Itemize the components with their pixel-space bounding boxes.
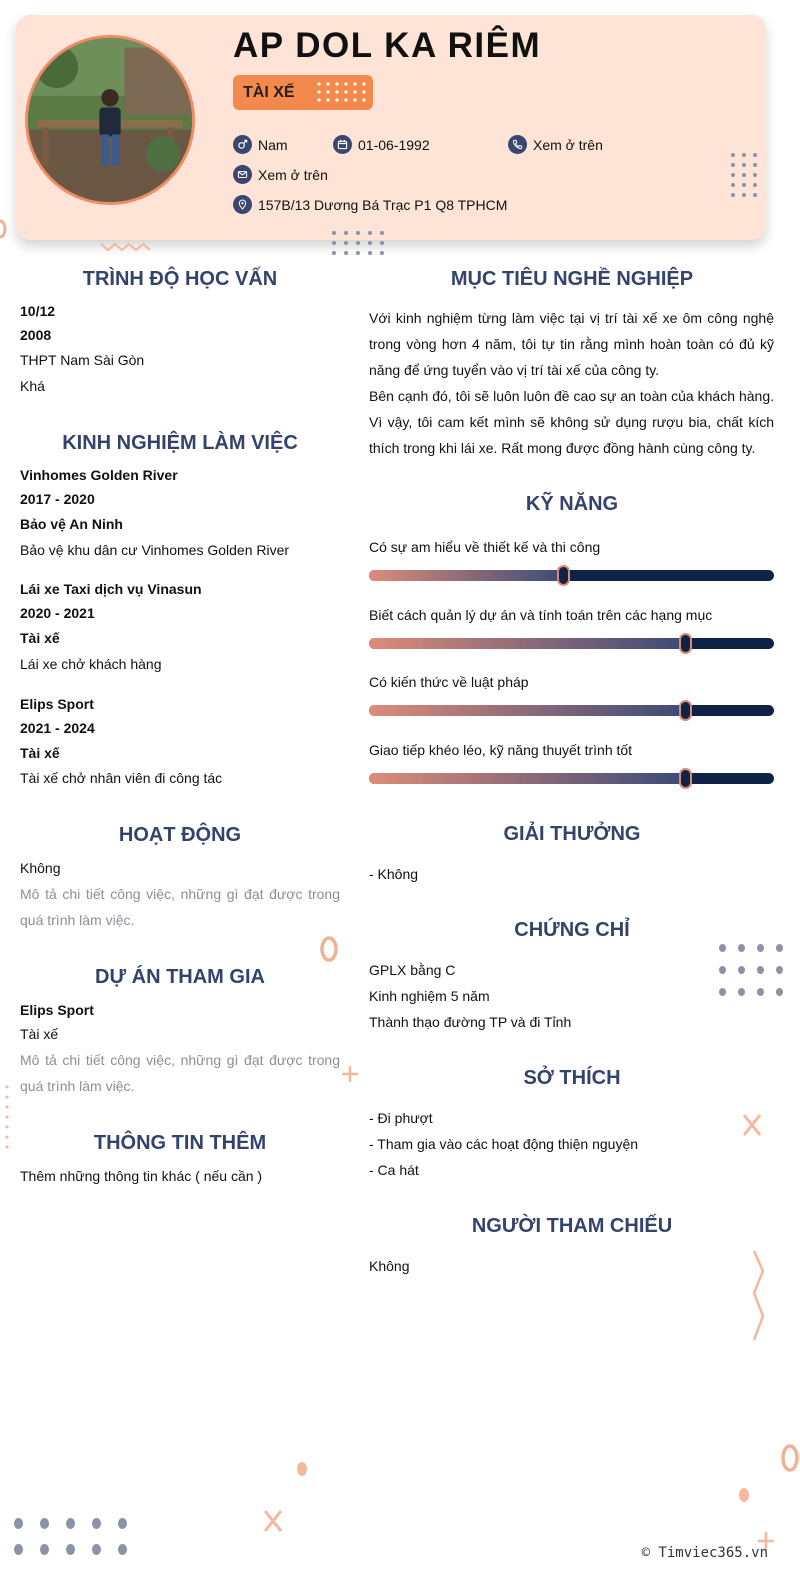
experience-position: Tài xế — [20, 745, 60, 761]
project-role: Tài xế — [20, 1026, 59, 1042]
experience-description: Bảo vệ khu dân cư Vinhomes Golden River — [20, 542, 290, 558]
header-dots-decoration — [731, 153, 758, 197]
experience-period: 2021 - 2024 — [20, 720, 95, 736]
experience-title: KINH NGHIỆM LÀM VIỆC — [62, 432, 298, 454]
skill-bar-handle — [679, 700, 692, 721]
watermark: © Timviec365.vn — [641, 1545, 768, 1561]
skill-bar-handle — [679, 633, 692, 654]
activities-value: Không — [20, 860, 61, 876]
center-dots-decoration — [332, 231, 385, 255]
additional-info-value: Thêm những thông tin khác ( nếu cần ) — [20, 1168, 263, 1184]
skill-bar — [369, 570, 774, 581]
birthday-value: 01-06-1992 — [358, 136, 430, 153]
hobbies-title: SỞ THÍCH — [523, 1067, 621, 1089]
experience-description: Lái xe chở khách hàng — [20, 656, 162, 672]
ring-decoration — [0, 218, 12, 240]
small-dots-decoration — [3, 1083, 11, 1163]
oval-decoration — [737, 1486, 751, 1504]
project-description: Mô tả chi tiết công việc, những gì đạt được trong quá trình làm việc. — [20, 1052, 340, 1094]
skill-bar-fill — [369, 773, 685, 784]
badge-dots-decoration — [315, 80, 367, 104]
job-title-badge — [233, 75, 373, 110]
cross-decoration — [741, 1112, 763, 1138]
skill-bar — [369, 773, 774, 784]
address-info — [233, 195, 507, 214]
education-year: 2008 — [20, 327, 52, 343]
gender-icon — [233, 135, 252, 154]
skill-bar-fill — [369, 570, 563, 581]
skill-bar — [369, 705, 774, 716]
education-school: THPT Nam Sài Gòn — [20, 352, 145, 368]
references-value: Không — [369, 1258, 410, 1274]
email-icon — [233, 165, 252, 184]
education-grade: 10/12 — [20, 303, 56, 319]
candidate-name: AP DOL KA RIÊM — [233, 26, 542, 65]
activities-title: HOẠT ĐỘNG — [118, 824, 242, 846]
experience-position: Tài xế — [20, 630, 60, 646]
experience-description: Tài xế chở nhân viên đi công tác — [20, 770, 223, 786]
zigzag-decoration — [100, 240, 152, 252]
calendar-icon — [333, 135, 352, 154]
experience-period: 2020 - 2021 — [20, 605, 95, 621]
ring-decoration — [318, 935, 340, 963]
experience-company: Elips Sport — [20, 696, 94, 712]
email-value: Xem ở trên — [258, 166, 328, 183]
experience-position: Bảo vệ An Ninh — [20, 516, 123, 532]
experience-company: Lái xe Taxi dịch vụ Vinasun — [20, 581, 202, 597]
skill-label: Có kiến thức về luật pháp — [369, 674, 529, 690]
objective-paragraph: Với kinh nghiệm từng làm việc tại vị trí tài xế xe ôm công nghệ trong vòng hơn 4 năm, tôi tự tin rằng mình hoàn toàn có đủ kỹ năng để ứng tuyển vào vị trí tài xế của công ty. — [369, 310, 774, 378]
skill-bar — [369, 638, 774, 649]
oval-decoration — [295, 1460, 309, 1478]
skill-bar-fill — [369, 638, 685, 649]
phone-icon — [508, 135, 527, 154]
education-title: TRÌNH ĐỘ HỌC VẤN — [82, 268, 278, 290]
skill-bar-fill — [369, 705, 685, 716]
right-dots-decoration — [719, 944, 784, 996]
experience-period: 2017 - 2020 — [20, 491, 95, 507]
gender-value: Nam — [258, 136, 288, 153]
phone-info — [508, 135, 603, 154]
certificates-title: CHỨNG CHỈ — [514, 919, 630, 941]
wave-decoration — [748, 1248, 768, 1343]
project-name: Elips Sport — [20, 1002, 94, 1018]
plus-decoration — [341, 1064, 359, 1084]
job-title: TÀI XẾ — [243, 84, 295, 101]
education-rank: Khá — [20, 378, 45, 394]
hobby-item: - Ca hát — [369, 1162, 419, 1178]
skill-bar-handle — [679, 768, 692, 789]
location-pin-icon — [233, 195, 252, 214]
email-info — [233, 165, 328, 184]
awards-title: GIẢI THƯỞNG — [503, 823, 641, 845]
gender-info — [233, 135, 288, 154]
skill-bar-handle — [557, 565, 570, 586]
objective-paragraph: Bên cạnh đó, tôi sẽ luôn luôn đề cao sự an toàn của khách hàng. Vì vậy, tôi cam kết mình sẽ không sử dụng rượu bia, chất kích thích trong khi lái xe. Rất mong được đồng hành cùng công ty. — [369, 388, 774, 456]
activities-description: Mô tả chi tiết công việc, những gì đạt được trong quá trình làm việc. — [20, 886, 340, 928]
skill-label: Biết cách quản lý dự án và tính toán trên các hạng mục — [369, 607, 713, 623]
certificate-item: GPLX bằng C — [369, 962, 456, 978]
address-value: 157B/13 Dương Bá Trạc P1 Q8 TPHCM — [258, 196, 508, 213]
bottom-dots-decoration — [14, 1518, 127, 1555]
phone-value: Xem ở trên — [533, 136, 603, 153]
experience-company: Vinhomes Golden River — [20, 467, 178, 483]
birthday-info — [333, 135, 430, 154]
references-title: NGƯỜI THAM CHIẾU — [471, 1215, 673, 1237]
profile-photo — [25, 35, 195, 205]
additional-info-title: THÔNG TIN THÊM — [93, 1132, 267, 1154]
skill-label: Giao tiếp khéo léo, kỹ năng thuyết trình tốt — [369, 742, 633, 758]
projects-title: DỰ ÁN THAM GIA — [95, 966, 265, 988]
certificate-item: Thành thạo đường TP và đi Tỉnh — [369, 1014, 572, 1030]
awards-value: - Không — [369, 866, 419, 882]
ring-decoration — [776, 1442, 800, 1474]
hobby-item: - Đi phượt — [369, 1110, 433, 1126]
certificate-item: Kinh nghiệm 5 năm — [369, 988, 490, 1004]
objective-title: MỤC TIÊU NGHỀ NGHIỆP — [450, 268, 694, 290]
skill-label: Có sự am hiểu về thiết kế và thi công — [369, 539, 601, 555]
skills-title: KỸ NĂNG — [525, 493, 619, 515]
cross-decoration — [261, 1508, 285, 1534]
hobby-item: - Tham gia vào các hoạt động thiện nguyện — [369, 1136, 639, 1152]
